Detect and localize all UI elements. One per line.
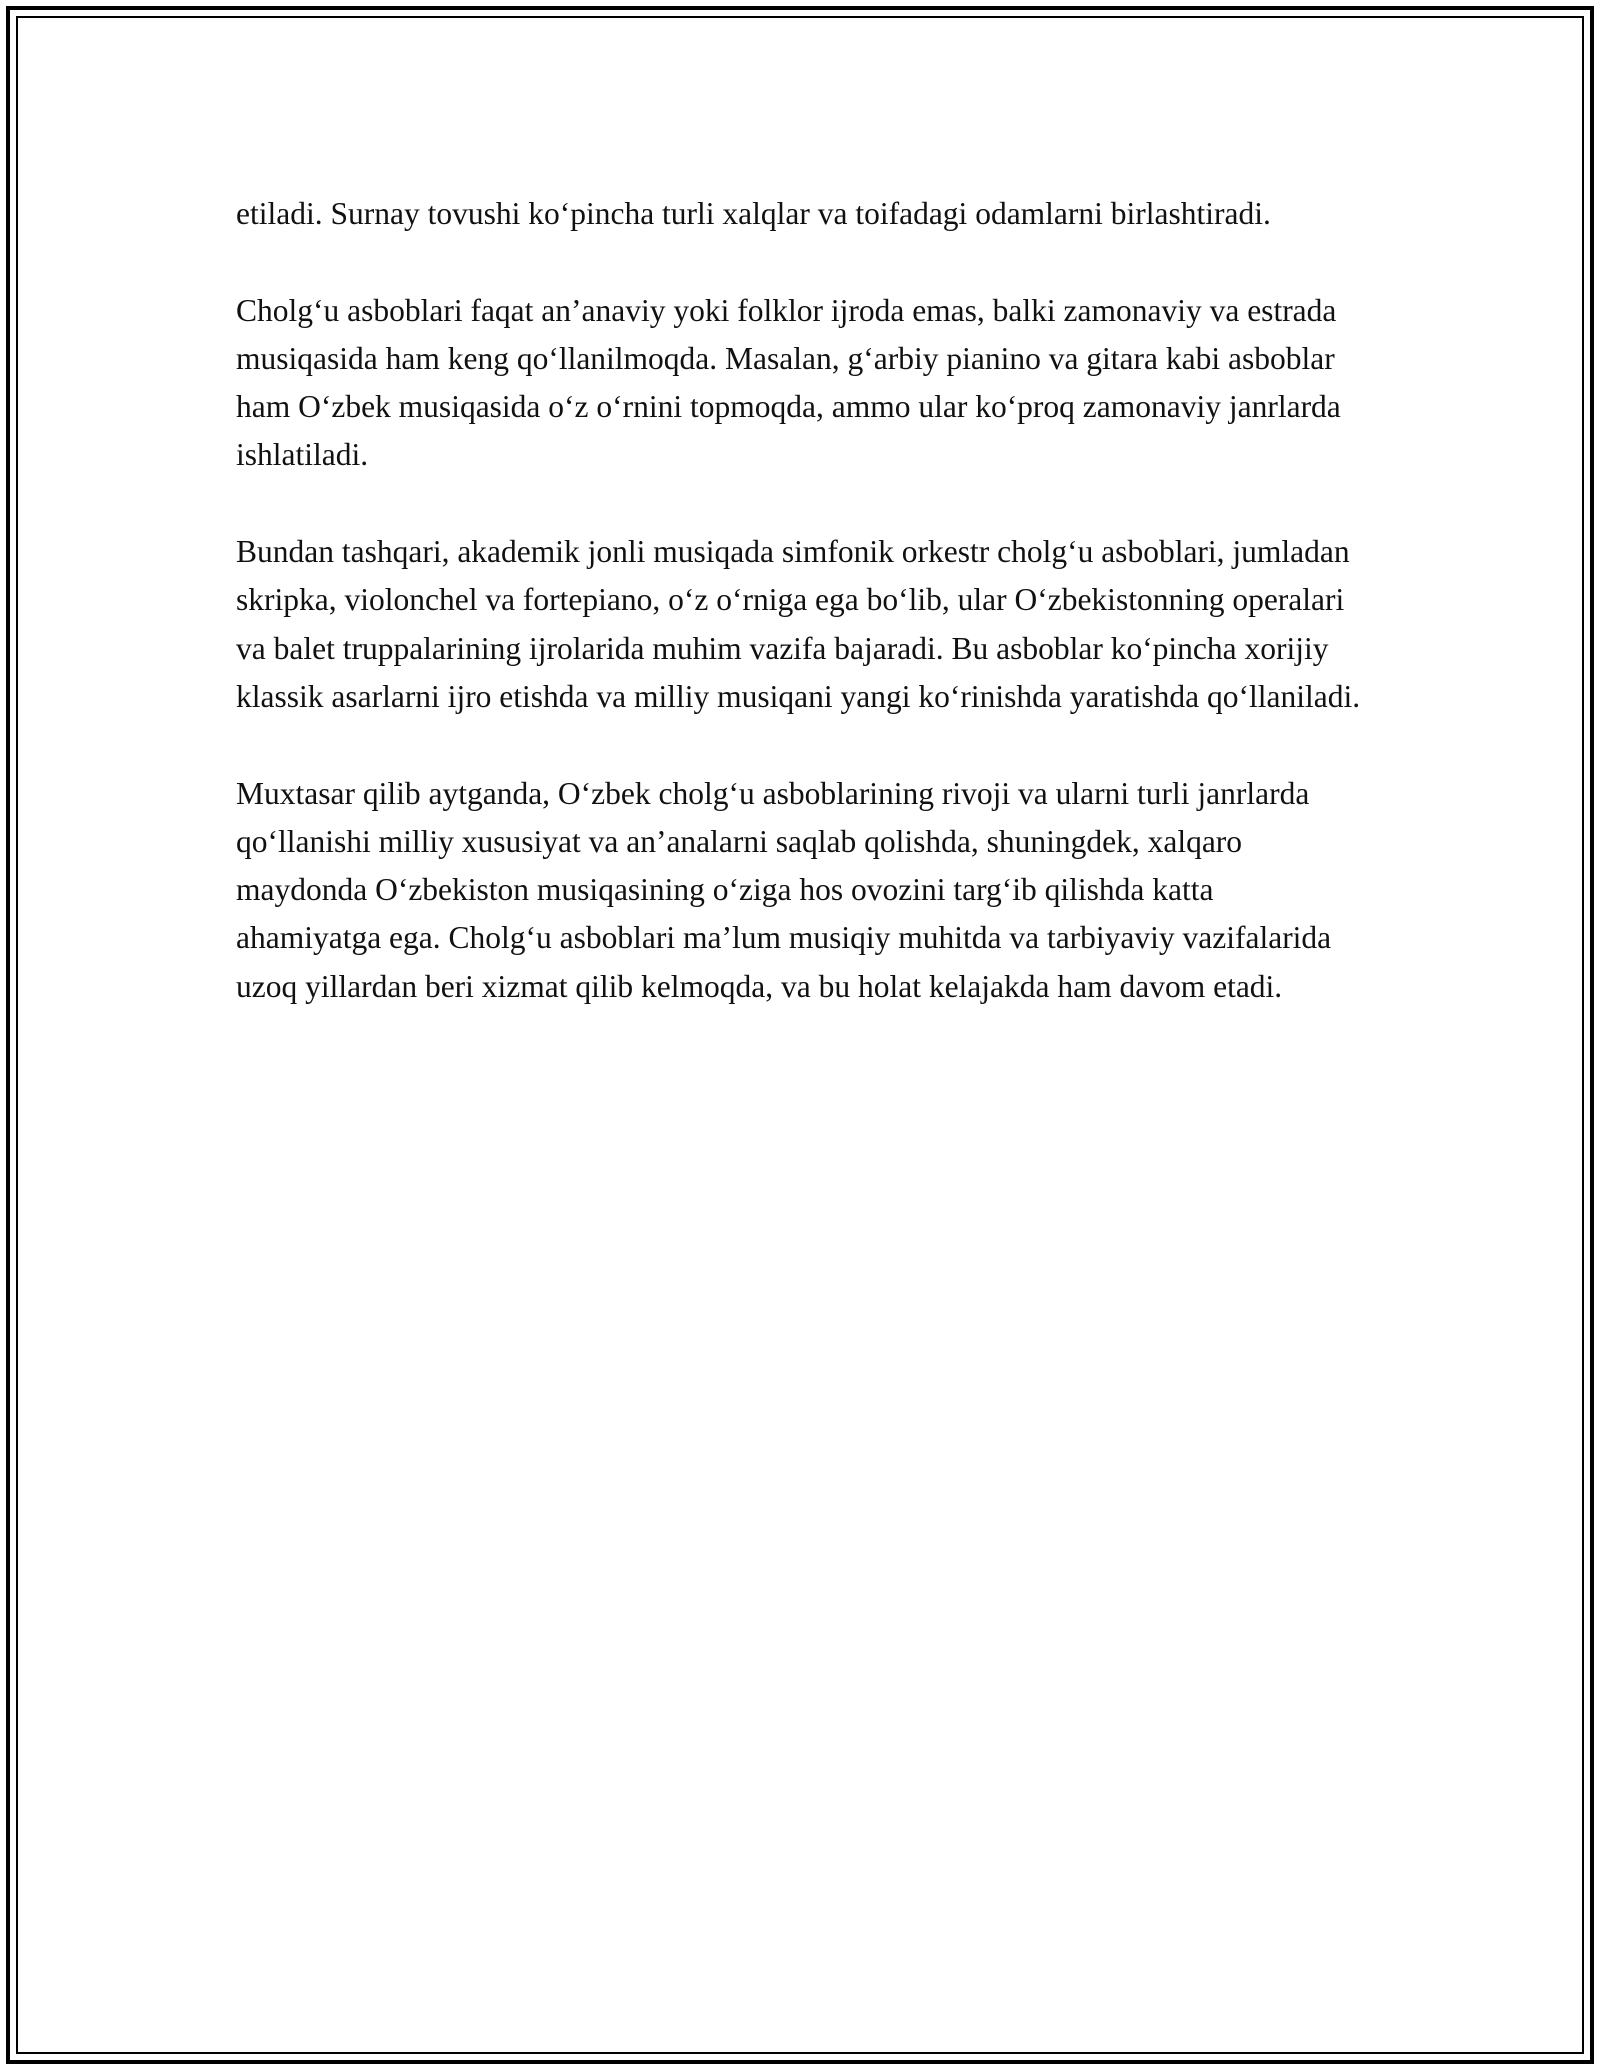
paragraph-1: etiladi. Surnay tovushi ko‘pincha turli xalqlar va toifadagi odamlarni birlashtiradi. (236, 196, 1271, 231)
paragraph-3: Bundan tashqari, akademik jonli musiqada simfonik orkestr cholg‘u asboblari, jumladan skripka, violonchel va fortepiano, o‘z o‘rniga ega bo‘lib, ular O‘zbekistonning operalari va balet truppalarining ijrolarida muhim vazifa bajaradi. Bu asboblar ko‘pincha xorijiy klassik asarlarni ijro etishda va milliy musiqani yangi ko‘rinishda yaratishda qo‘llaniladi. (236, 534, 1361, 714)
document-body (236, 190, 1366, 1059)
paragraph-4: Muxtasar qilib aytganda, O‘zbek cholg‘u asboblarining rivoji va ularni turli janrlarda qo‘llanishi milliy xususiyat va an’analarni saqlab qolishda, shuningdek, xalqaro maydonda O‘zbekiston musiqasining o‘ziga hos ovozini targ‘ib qilishda katta ahamiyatga ega. Cholg‘u asboblari ma’lum musiqiy muhitda va tarbiyaviy vazifalarida uzoq yillardan beri xizmat qilib kelmoqda, va bu holat kelajakda ham davom etadi. (236, 775, 1332, 1004)
paragraph-2: Cholg‘u asboblari faqat an’anaviy yoki folklor ijroda emas, balki zamonaviy va estrada musiqasida ham keng qo‘llanilmoqda. Masalan, g‘arbiy pianino va gitara kabi asboblar ham O‘zbek musiqasida o‘z o‘rnini topmoqda, ammo ular ko‘proq zamonaviy janrlarda ishlatiladi. (236, 292, 1341, 473)
